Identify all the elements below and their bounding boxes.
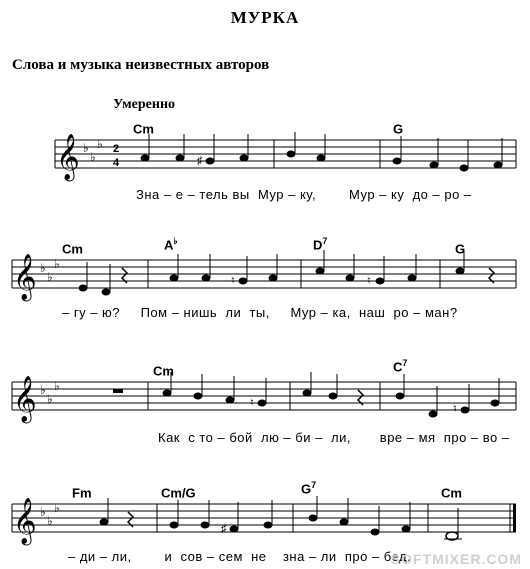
song-title: МУРКА bbox=[230, 8, 300, 27]
chord-label: $C^7$ bbox=[393, 358, 408, 375]
chord-label: $G^7$ bbox=[301, 480, 317, 497]
lyrics-line: – гу – ю? Пом – нишь ли ты, Мур – ка, наш ро – ман? bbox=[62, 305, 458, 320]
svg-text:𝄞: 𝄞 bbox=[13, 376, 37, 422]
svg-text:♭: ♭ bbox=[90, 150, 96, 164]
song-credits: Слова и музыка неизвестных авторов bbox=[12, 57, 270, 73]
svg-text:♭: ♭ bbox=[54, 379, 60, 393]
svg-text:𝄞: 𝄞 bbox=[13, 498, 37, 544]
svg-text:♭: ♭ bbox=[40, 383, 46, 397]
chord-label: $D^7$ bbox=[313, 236, 328, 253]
lyrics-line: Зна – е – тель вы Мур – ку, Мур – ку до – ро – bbox=[136, 187, 472, 202]
chord-label: Fm bbox=[72, 485, 92, 501]
svg-text:♭: ♭ bbox=[97, 137, 103, 151]
music-staff bbox=[0, 130, 530, 190]
lyrics-line: – ди – ли, и сов – сем не зна – ли про – бед. bbox=[68, 549, 412, 564]
svg-text:♭: ♭ bbox=[47, 270, 53, 284]
music-staff bbox=[0, 250, 530, 310]
svg-text:♮: ♮ bbox=[367, 275, 371, 287]
svg-text:♮: ♮ bbox=[231, 275, 235, 287]
chord-label: Cm bbox=[441, 485, 462, 501]
svg-text:♭: ♭ bbox=[83, 141, 89, 155]
svg-text:♭: ♭ bbox=[40, 505, 46, 519]
svg-text:4: 4 bbox=[113, 157, 120, 169]
chord-label: Cm/G bbox=[161, 485, 196, 501]
chord-label: Cm bbox=[153, 363, 174, 379]
svg-text:♯: ♯ bbox=[221, 523, 227, 535]
svg-text:♭: ♭ bbox=[47, 514, 53, 528]
chord-label: Cm bbox=[62, 241, 83, 257]
svg-text:♮: ♮ bbox=[250, 397, 254, 409]
chord-label: A♭ bbox=[164, 236, 178, 253]
chord-label: Cm bbox=[133, 121, 154, 137]
svg-text:♭: ♭ bbox=[47, 392, 53, 406]
watermark: SOFTMIXER.COM bbox=[390, 551, 522, 567]
svg-text:♭: ♭ bbox=[54, 257, 60, 271]
svg-text:♭: ♭ bbox=[40, 261, 46, 275]
svg-text:𝄞: 𝄞 bbox=[13, 254, 37, 300]
svg-text:♮: ♮ bbox=[453, 403, 457, 415]
chord-label: G bbox=[393, 121, 404, 137]
tempo-marking: Умеренно bbox=[113, 97, 176, 112]
chord-label: G bbox=[455, 241, 466, 257]
svg-text:𝄞: 𝄞 bbox=[56, 134, 80, 180]
music-staff bbox=[0, 494, 530, 554]
svg-text:2: 2 bbox=[113, 143, 120, 155]
svg-text:♯: ♯ bbox=[197, 155, 203, 167]
svg-text:♭: ♭ bbox=[54, 501, 60, 515]
music-staff bbox=[0, 372, 530, 432]
lyrics-line: Как с то – бой лю – би – ли, вре – мя про – во – bbox=[158, 430, 510, 445]
